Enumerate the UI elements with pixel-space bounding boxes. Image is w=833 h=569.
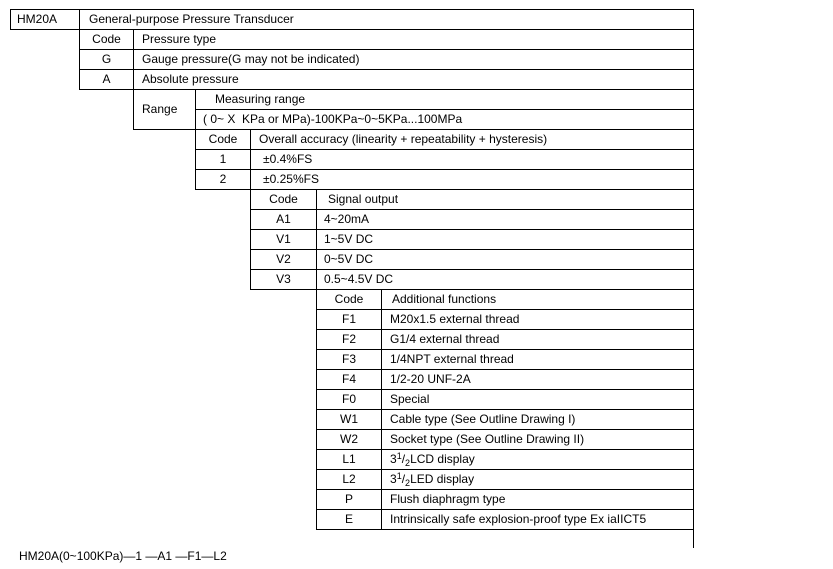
function-desc-f0: Special	[381, 389, 694, 410]
measuring-range-heading: Measuring range	[195, 89, 694, 110]
accuracy-code-1: 1	[195, 149, 251, 170]
example-order-code: HM20A(0~100KPa)—1 —A1 —F1—L2	[19, 549, 227, 563]
accuracy-desc-1: ±0.4%FS	[250, 149, 694, 170]
function-desc-w1: Cable type (See Outline Drawing I)	[381, 409, 694, 430]
fraction-slash: /	[401, 452, 406, 466]
function-desc-l2-text: LED display	[410, 472, 475, 486]
function-code-p: P	[316, 489, 382, 510]
fraction-whole: 3	[390, 452, 397, 466]
signal-code-header: Code	[250, 189, 317, 210]
function-desc-e: Intrinsically safe explosion-proof type Ex iaIICT5	[381, 509, 694, 530]
function-code-w1: W1	[316, 409, 382, 430]
pressure-type-heading: Pressure type	[133, 29, 694, 50]
function-code-w2: W2	[316, 429, 382, 450]
signal-code-a1: A1	[250, 209, 317, 230]
function-code-f0: F0	[316, 389, 382, 410]
function-desc-f2: G1/4 external thread	[381, 329, 694, 350]
function-code-e: E	[316, 509, 382, 530]
function-desc-w2: Socket type (See Outline Drawing II)	[381, 429, 694, 450]
function-heading: Additional functions	[381, 289, 694, 310]
accuracy-heading: Overall accuracy (linearity + repeatability + hysteresis)	[250, 129, 694, 150]
function-code-l2: L2	[316, 469, 382, 490]
pressure-type-desc-g: Gauge pressure(G may not be indicated)	[133, 49, 694, 70]
function-code-l1: L1	[316, 449, 382, 470]
accuracy-code-2: 2	[195, 169, 251, 190]
measuring-range-value: ( 0~ X KPa or MPa)-100KPa~0~5KPa...100MPa	[195, 109, 694, 130]
function-code-f2: F2	[316, 329, 382, 350]
pressure-type-code-a: A	[79, 69, 134, 90]
model-code: HM20A	[10, 9, 80, 30]
function-desc-p: Flush diaphragm type	[381, 489, 694, 510]
signal-desc-v3: 0.5~4.5V DC	[316, 269, 694, 290]
signal-code-v3: V3	[250, 269, 317, 290]
function-code-f3: F3	[316, 349, 382, 370]
signal-desc-v1: 1~5V DC	[316, 229, 694, 250]
accuracy-code-header: Code	[195, 129, 251, 150]
range-label: Range	[133, 89, 196, 130]
signal-code-v2: V2	[250, 249, 317, 270]
table-right-rule	[693, 529, 694, 548]
signal-code-v1: V1	[250, 229, 317, 250]
pressure-type-desc-a: Absolute pressure	[133, 69, 694, 90]
signal-desc-v2: 0~5V DC	[316, 249, 694, 270]
fraction-numerator: 1	[396, 471, 402, 481]
fraction-denominator: 2	[405, 458, 411, 468]
function-desc-f1: M20x1.5 external thread	[381, 309, 694, 330]
fraction-slash: /	[401, 472, 406, 486]
accuracy-desc-2: ±0.25%FS	[250, 169, 694, 190]
function-code-f1: F1	[316, 309, 382, 330]
signal-heading: Signal output	[316, 189, 694, 210]
function-code-f4: F4	[316, 369, 382, 390]
fraction-denominator: 2	[405, 478, 411, 488]
function-desc-l2	[381, 469, 694, 490]
pressure-type-code-header: Code	[79, 29, 134, 50]
pressure-type-code-g: G	[79, 49, 134, 70]
function-code-header: Code	[316, 289, 382, 310]
function-desc-l1	[381, 449, 694, 470]
signal-desc-a1: 4~20mA	[316, 209, 694, 230]
product-title: General-purpose Pressure Transducer	[79, 9, 694, 30]
fraction-numerator: 1	[396, 451, 402, 461]
function-desc-f3: 1/4NPT external thread	[381, 349, 694, 370]
function-desc-f4: 1/2-20 UNF-2A	[381, 369, 694, 390]
fraction-whole: 3	[390, 472, 397, 486]
function-desc-l1-text: LCD display	[410, 452, 475, 466]
